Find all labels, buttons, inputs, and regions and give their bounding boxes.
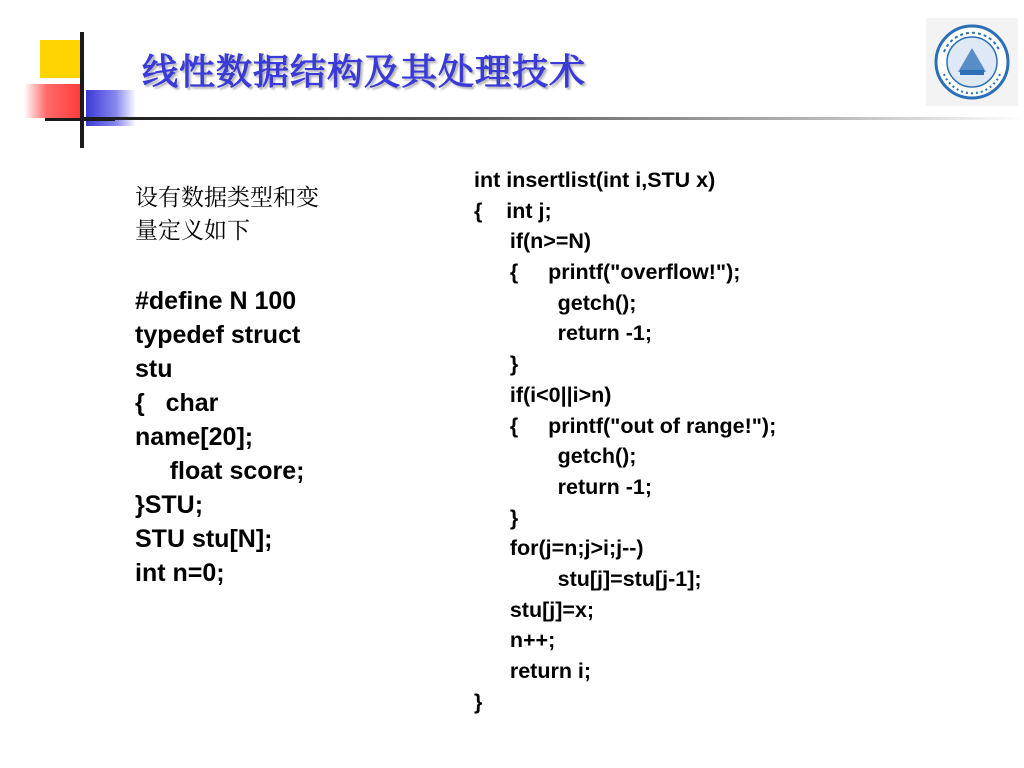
- code-line: return -1;: [474, 321, 652, 346]
- code-line: { int j;: [474, 198, 552, 223]
- code-line: }: [474, 352, 519, 377]
- code-line: STU stu[N];: [135, 525, 273, 553]
- code-line: getch();: [474, 444, 637, 469]
- code-line: return -1;: [474, 474, 652, 499]
- code-line: int n=0;: [135, 559, 225, 587]
- slide-title: 线性数据结构及其处理技术: [142, 52, 587, 93]
- code-line: stu[j]=x;: [474, 597, 595, 622]
- code-line: stu: [135, 355, 173, 383]
- decor-vertical-bar: [80, 32, 84, 148]
- code-line: n++;: [474, 628, 556, 653]
- code-line: }: [474, 689, 483, 714]
- insertlist-function-code: [474, 165, 1014, 717]
- code-line: if(n>=N): [474, 229, 592, 254]
- university-seal-icon: [926, 18, 1018, 106]
- code-line: { printf("out of range!");: [474, 413, 777, 438]
- code-line: { char: [135, 389, 219, 417]
- code-line: stu[j]=stu[j-1];: [474, 566, 702, 591]
- struct-definition-code: [135, 284, 395, 590]
- intro-text: 设有数据类型和变 量定义如下: [135, 185, 319, 244]
- code-line: if(i<0||i>n): [474, 382, 612, 407]
- code-line: name[20];: [135, 423, 254, 451]
- code-line: { printf("overflow!");: [474, 260, 741, 285]
- decor-yellow-block: [40, 40, 80, 78]
- decor-red-block: [24, 84, 80, 118]
- code-line: typedef struct: [135, 321, 301, 349]
- code-line: }: [474, 505, 519, 530]
- code-line: float score;: [135, 457, 305, 485]
- code-line: return i;: [474, 659, 592, 683]
- title-underline: [84, 117, 1024, 120]
- code-line: getch();: [474, 290, 637, 315]
- code-line: }STU;: [135, 491, 204, 519]
- code-line: #define N 100: [135, 287, 297, 315]
- code-line: int insertlist(int i,STU x): [474, 168, 716, 192]
- code-line: for(j=n;j>i;j--): [474, 536, 644, 561]
